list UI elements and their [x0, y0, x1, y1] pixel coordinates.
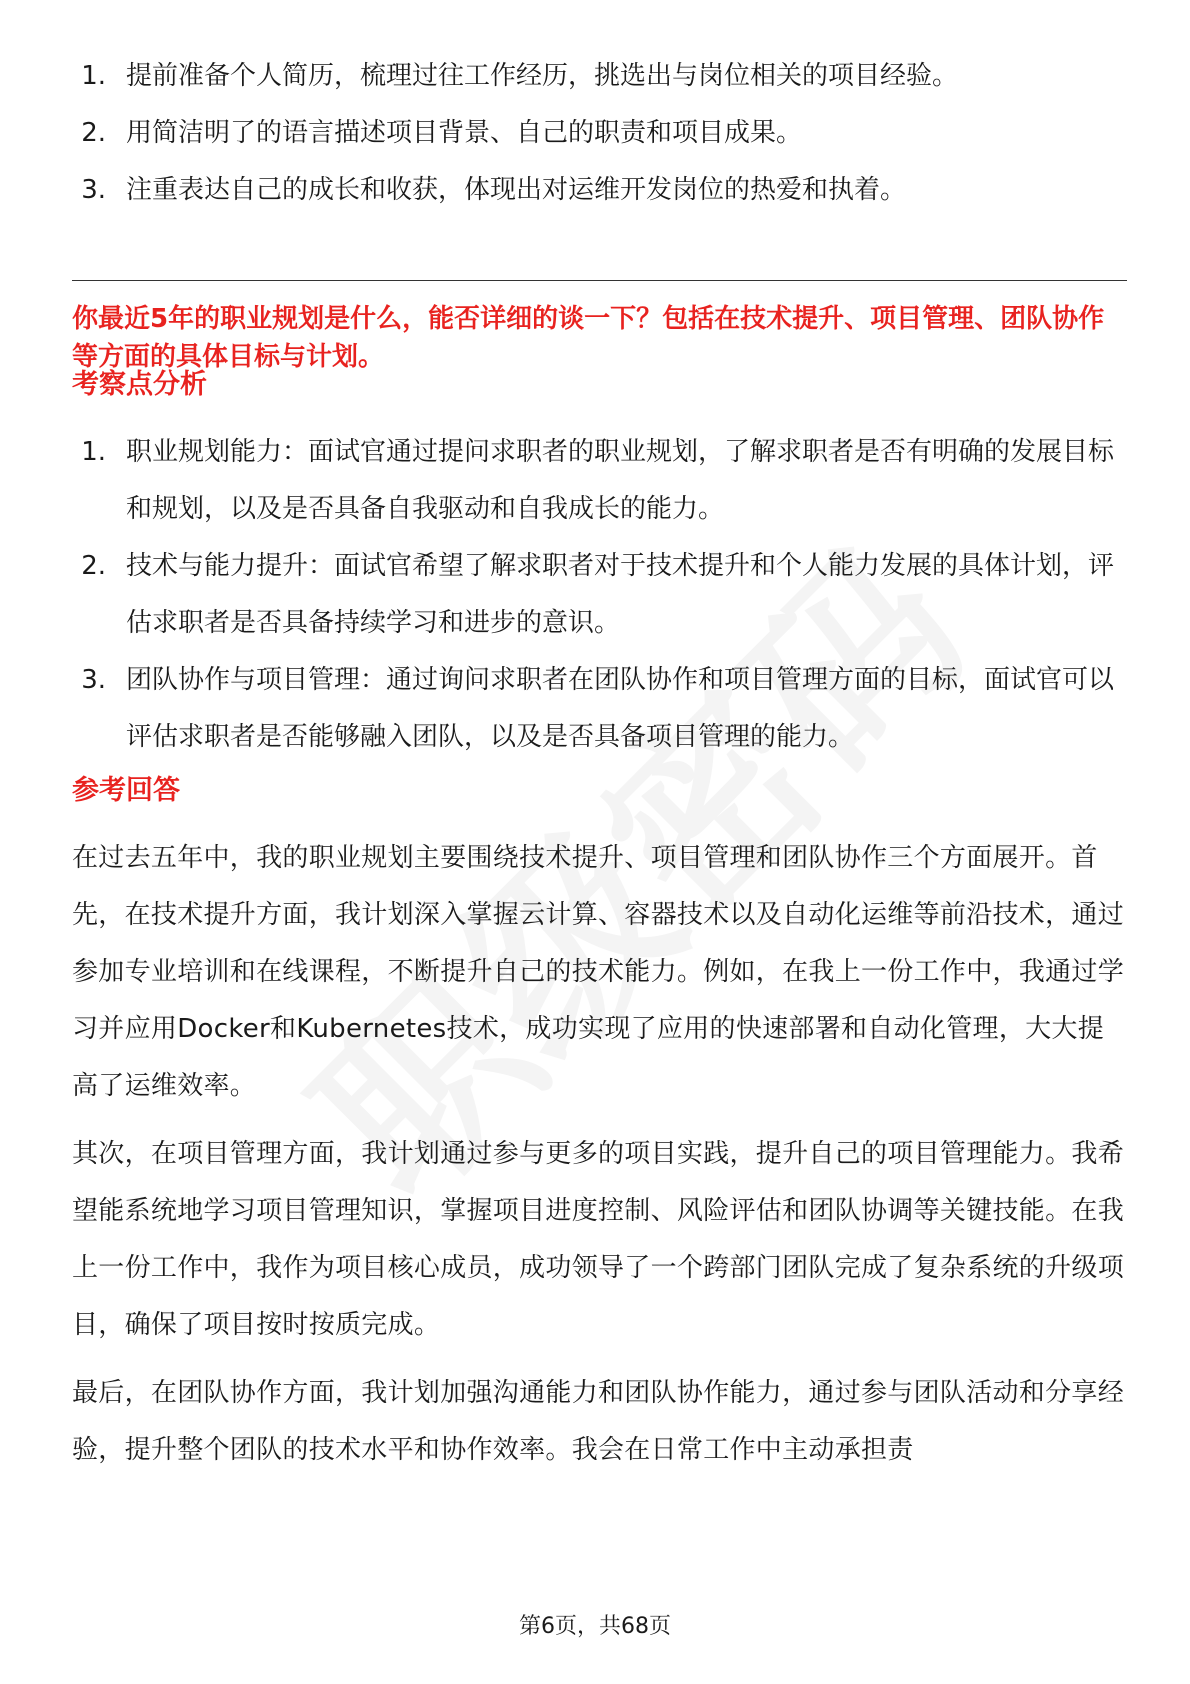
- list-text: 团队协作与项目管理：通过询问求职者在团队协作和项目管理方面的目标，面试官可以评估求职者是否能够融入团队，以及是否具备项目管理的能力。: [126, 665, 1115, 752]
- list-item: [72, 424, 1127, 538]
- answer-heading: 参考回答: [72, 775, 180, 806]
- list-number: 3.: [81, 175, 106, 205]
- list-item: [72, 105, 1127, 162]
- list-number: 1.: [81, 61, 106, 91]
- analysis-list: [72, 424, 1127, 766]
- analysis-heading: 考察点分析: [72, 369, 207, 400]
- list-item: [72, 538, 1127, 652]
- list-item: [72, 162, 1127, 219]
- page-number: 第6页，共68页: [519, 1614, 671, 1639]
- question-heading: 你最近5年的职业规划是什么，能否详细的谈一下？包括在技术提升、项目管理、团队协作等方面的具体目标与计划。: [72, 304, 1105, 372]
- list-text: 注重表达自己的成长和收获，体现出对运维开发岗位的热爱和执着。: [126, 175, 907, 205]
- list-number: 2.: [81, 118, 106, 148]
- answer-paragraph: 其次，在项目管理方面，我计划通过参与更多的项目实践，提升自己的项目管理能力。我希望能系统地学习项目管理知识，掌握项目进度控制、风险评估和团队协调等关键技能。在我上一份工作中，我作为项目核心成员，成功领导了一个跨部门团队完成了复杂系统的升级项目，确保了项目按时按质完成。: [72, 1139, 1125, 1340]
- list-item: [72, 48, 1127, 105]
- list-text: 技术与能力提升：面试官希望了解求职者对于技术提升和个人能力发展的具体计划，评估求职者是否具备持续学习和进步的意识。: [126, 551, 1115, 638]
- answer-paragraph: 最后，在团队协作方面，我计划加强沟通能力和团队协作能力，通过参与团队活动和分享经验，提升整个团队的技术水平和协作效率。我会在日常工作中主动承担责: [72, 1378, 1125, 1465]
- list-text: 用简洁明了的语言描述项目背景、自己的职责和项目成果。: [126, 118, 803, 148]
- section-divider: [72, 280, 1127, 281]
- list-number: 3.: [81, 665, 106, 695]
- answer-paragraph: 在过去五年中，我的职业规划主要围绕技术提升、项目管理和团队协作三个方面展开。首先，在技术提升方面，我计划深入掌握云计算、容器技术以及自动化运维等前沿技术，通过参加专业培训和在线课程，不断提升自己的技术能力。例如，在我上一份工作中，我通过学习并应用Docker和Kubernetes技术，成功实现了应用的快速部署和自动化管理，大大提高了运维效率。: [72, 843, 1125, 1101]
- top-list: [72, 48, 1127, 219]
- list-number: 2.: [81, 551, 106, 581]
- list-number: 1.: [81, 437, 106, 467]
- list-text: 职业规划能力：面试官通过提问求职者的职业规划，了解求职者是否有明确的发展目标和规划，以及是否具备自我驱动和自我成长的能力。: [126, 437, 1115, 524]
- list-item: [72, 652, 1127, 766]
- list-text: 提前准备个人简历，梳理过往工作经历，挑选出与岗位相关的项目经验。: [126, 61, 959, 91]
